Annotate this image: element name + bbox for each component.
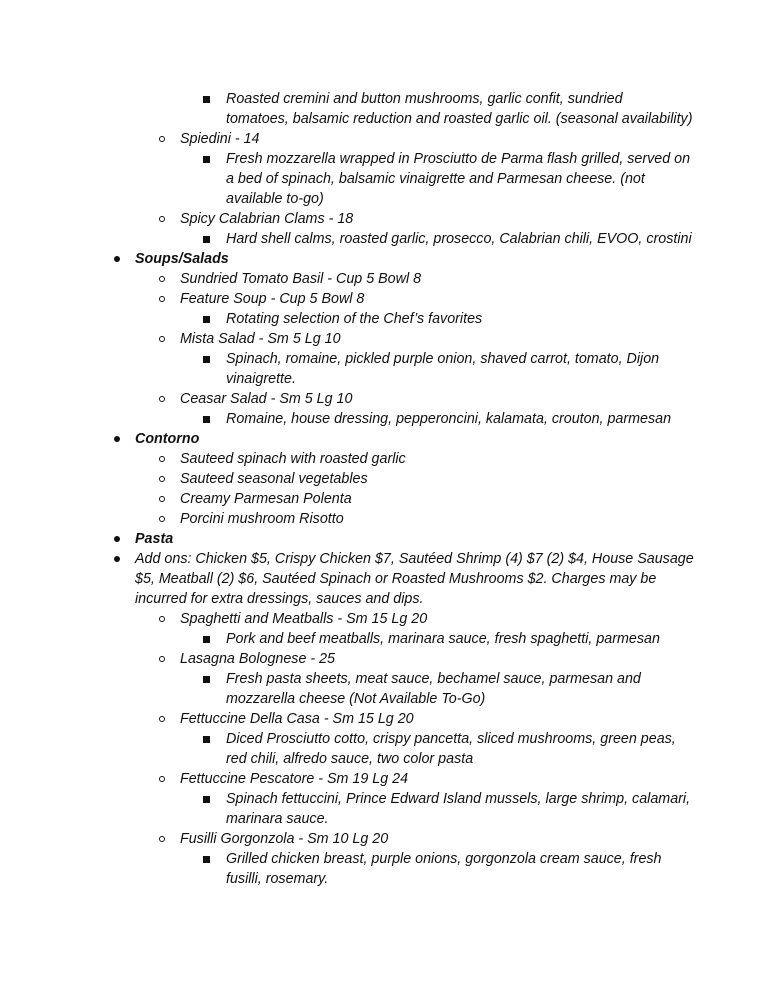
square-bullet-icon [203,236,210,243]
add-ons-note: $5, Meatball (2) $6, Sautéed Spinach or Roasted Mushrooms $2. Charges may be [135,571,657,587]
menu-item: Spiedini - 14 [180,131,260,147]
circle-bullet-icon [159,776,165,782]
item-description: Roasted cremini and button mushrooms, garlic confit, sundried [226,91,623,107]
section-heading: Contorno [135,431,200,447]
menu-item: Ceasar Salad - Sm 5 Lg 10 [180,391,353,407]
menu-item: Sauteed spinach with roasted garlic [180,451,406,467]
circle-bullet-icon [159,516,165,522]
disc-bullet-icon [114,556,120,562]
menu-item: Fettuccine Pescatore - Sm 19 Lg 24 [180,771,409,787]
square-bullet-icon [203,96,210,103]
disc-bullet-icon [114,256,120,262]
menu-item: Porcini mushroom Risotto [180,511,344,527]
circle-bullet-icon [159,836,165,842]
item-description: a bed of spinach, balsamic vinaigrette and Parmesan cheese. (not [226,171,645,187]
menu-item: Spaghetti and Meatballs - Sm 15 Lg 20 [180,611,428,627]
circle-bullet-icon [159,276,165,282]
item-description: Diced Prosciutto cotto, crispy pancetta, sliced mushrooms, green peas, [226,731,676,747]
square-bullet-icon [203,676,210,683]
item-description: Fresh mozzarella wrapped in Prosciutto de Parma flash grilled, served on [226,151,691,167]
item-description: tomatoes, balsamic reduction and roasted garlic oil. (seasonal availability) [226,111,693,127]
item-description: vinaigrette. [226,371,296,387]
menu-item: Spicy Calabrian Clams - 18 [180,211,354,227]
circle-bullet-icon [159,396,165,402]
square-bullet-icon [203,356,210,363]
circle-bullet-icon [159,496,165,502]
square-bullet-icon [203,796,210,803]
disc-bullet-icon [114,536,120,542]
item-description: fusilli, rosemary. [226,871,329,887]
menu-item: Feature Soup - Cup 5 Bowl 8 [180,291,365,307]
item-description: Pork and beef meatballs, marinara sauce, fresh spaghetti, parmesan [226,631,660,647]
menu-item: Mista Salad - Sm 5 Lg 10 [180,331,341,347]
circle-bullet-icon [159,616,165,622]
item-description: Fresh pasta sheets, meat sauce, bechamel sauce, parmesan and [226,671,641,687]
circle-bullet-icon [159,136,165,142]
menu-item: Lasagna Bolognese - 25 [180,651,336,667]
item-description: mozzarella cheese (Not Available To-Go) [226,691,486,707]
section-heading: Soups/Salads [135,251,229,267]
menu-item: Fettuccine Della Casa - Sm 15 Lg 20 [180,711,414,727]
circle-bullet-icon [159,296,165,302]
square-bullet-icon [203,736,210,743]
item-description: Rotating selection of the Chef’s favorites [226,311,483,327]
item-description: marinara sauce. [226,811,329,827]
disc-bullet-icon [114,436,120,442]
square-bullet-icon [203,856,210,863]
section-heading: Pasta [135,531,174,547]
square-bullet-icon [203,416,210,423]
item-description: red chili, alfredo sauce, two color pasta [226,751,474,767]
add-ons-note: incurred for extra dressings, sauces and dips. [135,591,424,607]
menu-item: Creamy Parmesan Polenta [180,491,352,507]
circle-bullet-icon [159,476,165,482]
circle-bullet-icon [159,656,165,662]
circle-bullet-icon [159,456,165,462]
circle-bullet-icon [159,716,165,722]
square-bullet-icon [203,316,210,323]
circle-bullet-icon [159,336,165,342]
item-description: Spinach, romaine, pickled purple onion, shaved carrot, tomato, Dijon [226,351,660,367]
add-ons-note: Add ons: Chicken $5, Crispy Chicken $7, Sautéed Shrimp (4) $7 (2) $4, House Sausage [135,551,694,567]
item-description: Romaine, house dressing, pepperoncini, kalamata, crouton, parmesan [226,411,672,427]
menu-item: Sauteed seasonal vegetables [180,471,368,487]
item-description: available to-go) [226,191,324,207]
square-bullet-icon [203,636,210,643]
square-bullet-icon [203,156,210,163]
menu-item: Fusilli Gorgonzola - Sm 10 Lg 20 [180,831,389,847]
circle-bullet-icon [159,216,165,222]
item-description: Spinach fettuccini, Prince Edward Island mussels, large shrimp, calamari, [226,791,691,807]
menu-item: Sundried Tomato Basil - Cup 5 Bowl 8 [180,271,422,287]
item-description: Hard shell calms, roasted garlic, prosecco, Calabrian chili, EVOO, crostini [226,231,692,247]
item-description: Grilled chicken breast, purple onions, gorgonzola cream sauce, fresh [226,851,662,867]
